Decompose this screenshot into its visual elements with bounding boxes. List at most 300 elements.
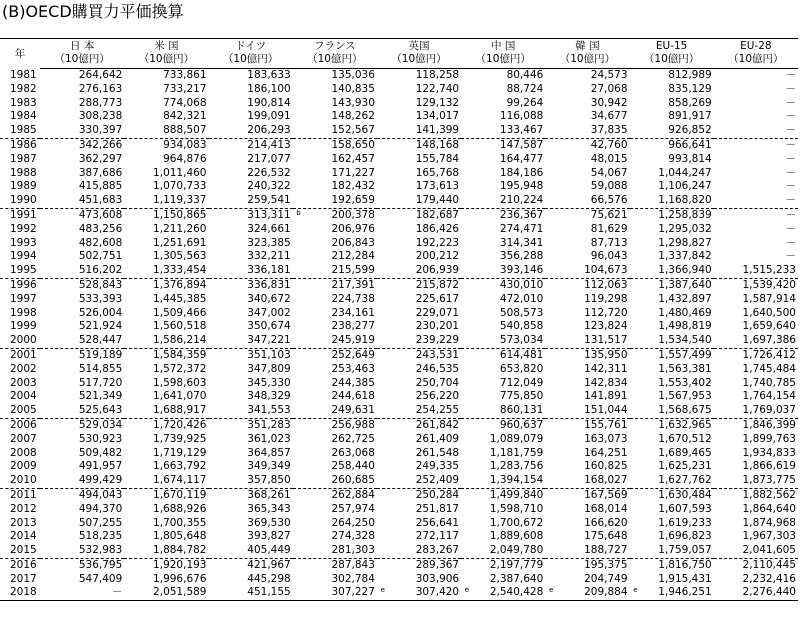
value-text: － [111,586,123,599]
year-header: 年 [0,39,40,69]
value-cell [545,97,629,111]
value-cell [714,488,798,502]
year-cell: 2015 [0,544,40,558]
value-text: 289,367 [415,558,460,571]
column-unit: （10億円） [209,53,293,69]
value-text: 183,633 [247,69,291,81]
value-cell [461,363,545,377]
value-cell [630,194,714,208]
value-text: 215,599 [331,264,375,277]
value-text: 993,814 [668,152,712,165]
value-text: 135,950 [584,348,628,361]
value-text: 80,446 [506,69,544,81]
value-cell [124,293,208,307]
value-text: 307,227 [331,586,375,599]
value-cell [209,194,293,208]
value-cell [545,544,629,558]
value-cell [40,293,124,307]
value-cell [209,447,293,461]
value-text: 323,385 [247,236,291,249]
value-text: 264,642 [78,69,123,81]
value-text: 1,607,593 [658,502,712,515]
value-text: 141,399 [415,124,460,137]
value-cell [40,517,124,531]
value-cell [377,293,461,307]
table-row [0,530,798,544]
value-text: 184,186 [499,166,544,179]
value-cell [293,180,377,194]
value-text: 281,303 [331,544,375,557]
value-text: 1,394,154 [489,474,544,487]
value-text: － [785,194,796,207]
value-cell [545,208,629,222]
value-text: 1,258,839 [658,208,712,221]
table-row [0,544,798,558]
value-text: 141,891 [584,390,628,403]
value-cell [40,404,124,418]
value-cell [630,460,714,474]
year-cell: 2002 [10,362,37,375]
value-text: 530,923 [78,432,123,445]
column-unit: （10億円） [545,53,629,69]
value-text: 356,288 [499,250,544,263]
value-cell [293,586,385,600]
table-row [0,488,798,502]
value-cell [209,530,293,544]
value-cell [461,558,545,572]
value-text: 239,229 [415,334,460,347]
column-header: 韓 国 [545,39,629,54]
value-text: 1,720,426 [153,418,207,431]
value-cell [461,138,545,152]
value-text: 118,258 [415,69,460,81]
value-cell [40,544,124,558]
year-cell: 1992 [10,222,37,235]
value-cell [40,97,124,111]
value-text: 1,586,214 [153,334,207,347]
value-text: 341,553 [247,404,291,417]
value-text: 842,321 [163,110,207,123]
value-cell [293,69,377,83]
value-cell [545,418,629,432]
value-text: 1,882,562 [742,488,796,501]
value-text: 532,983 [78,544,123,557]
value-text: 508,573 [499,306,544,319]
value-text: 528,447 [78,334,123,347]
value-text: 361,023 [247,432,291,445]
value-cell [461,110,545,124]
value-text: 1,920,193 [153,558,207,571]
value-cell [630,517,714,531]
value-cell [40,334,124,348]
value-cell [545,307,629,321]
year-cell: 1996 [10,278,37,291]
value-text: 186,426 [415,222,460,235]
value-cell [124,237,208,251]
value-cell [377,180,461,194]
column-header: フランス [293,39,377,54]
value-cell [209,180,293,194]
value-cell [40,586,124,600]
value-cell [209,573,293,587]
table-row [0,223,798,237]
value-text: 264,250 [331,516,375,529]
table-body [0,69,798,601]
value-cell [630,293,714,307]
value-text: 521,349 [78,390,123,403]
value-text: 164,477 [499,152,544,165]
value-cell [377,418,461,432]
value-text: 1,598,603 [153,376,207,389]
value-cell [377,307,461,321]
value-text: 362,297 [78,152,123,165]
value-text: 1,663,792 [153,460,207,473]
value-cell [545,390,629,404]
value-text: 349,349 [247,460,291,473]
value-text: 1,598,710 [489,502,544,515]
value-text: 246,535 [415,362,460,375]
value-text: 2,049,780 [489,544,544,557]
value-cell [714,167,798,181]
value-cell [630,488,714,502]
value-cell [40,208,124,222]
value-text: 212,284 [331,250,375,263]
value-text: 351,103 [247,348,291,361]
year-cell: 1994 [10,250,37,263]
year-cell: 1982 [10,82,37,95]
value-text: 81,629 [590,222,628,235]
value-text: 261,409 [415,432,460,445]
value-cell [630,167,714,181]
value-text: 142,311 [584,362,628,375]
table-row [0,307,798,321]
value-cell [545,223,629,237]
value-text: 274,471 [499,222,544,235]
value-cell [124,488,208,502]
value-text: 1,874,968 [742,516,796,529]
value-cell [40,278,124,292]
value-cell [124,320,208,334]
value-text: 573,034 [499,334,544,347]
value-text: 1,866,619 [742,460,796,473]
value-text: 472,010 [499,292,544,305]
value-cell [377,153,461,167]
value-text: 350,674 [247,320,291,333]
table-row [0,433,798,447]
value-text: 199,091 [247,110,291,123]
value-cell [377,167,461,181]
value-cell [40,488,124,502]
value-cell [124,558,208,572]
value-cell [545,573,629,587]
value-cell [630,377,714,391]
value-text: 509,482 [78,446,123,459]
value-cell [124,307,208,321]
value-cell [630,320,714,334]
value-text: 1,769,037 [742,404,796,417]
value-text: 540,858 [499,320,544,333]
value-text: 104,673 [584,264,628,277]
value-text: 368,261 [247,488,291,501]
value-cell [630,544,714,558]
year-cell: 1997 [10,292,37,305]
table-row [0,447,798,461]
value-text: － [785,138,796,151]
value-cell [714,307,798,321]
value-text: 514,855 [78,362,123,375]
value-text: 1,515,233 [742,264,796,277]
value-text: 516,202 [78,264,123,277]
value-text: 1,739,925 [153,432,207,445]
year-cell: 1985 [0,124,40,138]
value-cell [461,377,545,391]
table-row [0,334,798,348]
table-row [0,517,798,531]
year-cell: 2013 [10,516,37,529]
column-unit: （10億円） [714,53,798,69]
value-text: 1,295,032 [658,222,712,235]
value-cell [209,307,293,321]
value-cell [293,237,377,251]
value-text: 1,337,842 [658,250,712,263]
value-cell [461,488,545,502]
value-text: 1,745,484 [742,362,796,375]
value-cell [293,334,377,348]
value-cell [545,180,629,194]
value-text: 204,749 [584,572,628,585]
value-cell [714,447,798,461]
value-text: 517,720 [78,376,123,389]
value-cell [40,110,124,124]
value-cell [461,69,545,83]
value-text: 75,621 [590,208,628,221]
value-text: 24,573 [590,69,628,81]
value-text: 1,688,926 [153,502,207,515]
value-cell [630,530,714,544]
value-text: 112,720 [584,306,628,319]
value-text: 186,100 [247,82,291,95]
value-text: 351,283 [247,418,291,431]
value-text: 1,557,499 [658,348,712,361]
table-row [0,293,798,307]
value-text: 1,700,672 [489,516,544,529]
ppp-table [0,38,798,601]
value-cell [209,320,293,334]
value-text: 96,043 [590,250,628,263]
table-row [0,390,798,404]
table-row [0,377,798,391]
year-cell: 2009 [10,460,37,473]
value-text: 347,002 [247,306,291,319]
table-row [0,153,798,167]
value-text: 162,457 [331,152,375,165]
value-cell [630,237,714,251]
value-text: 274,328 [331,530,375,543]
value-text: 256,641 [415,516,460,529]
value-text: 252,409 [415,474,460,487]
value-text: 1,539,420 [742,278,796,291]
value-text: 30,942 [590,96,628,109]
value-cell [545,110,629,124]
value-cell [124,278,208,292]
value-text: 1,946,251 [658,586,712,599]
year-cell: 2011 [10,488,37,501]
value-cell [461,573,545,587]
value-cell [209,474,293,488]
value-text: 926,852 [668,124,712,137]
value-text: 134,017 [415,110,460,123]
value-text: 160,825 [584,460,628,473]
value-text: 712,049 [499,376,544,389]
value-text: 190,814 [247,96,291,109]
value-cell [714,404,798,418]
value-cell [40,460,124,474]
value-text: 1,915,431 [658,572,712,585]
value-text: 234,161 [331,306,375,319]
value-cell [714,363,798,377]
year-cell: 2007 [10,432,37,445]
value-text: 733,217 [163,82,207,95]
value-cell [630,404,714,418]
value-cell [461,293,545,307]
table-row [0,167,798,181]
value-cell [461,418,545,432]
value-cell [293,250,377,264]
value-cell [293,264,377,278]
value-text: 27,068 [590,82,628,95]
value-text: 364,857 [247,446,291,459]
value-text: 152,567 [331,124,375,137]
value-text: － [785,69,796,81]
value-text: 182,432 [331,180,375,193]
value-text: 934,083 [163,138,207,151]
value-text: 1,670,119 [153,488,207,501]
value-cell [630,447,714,461]
value-text: 209,884 [584,586,628,599]
value-text: 2,110,445 [742,558,796,571]
column-unit: （10億円） [630,53,714,69]
value-cell [545,264,629,278]
value-text: 59,088 [590,180,628,193]
value-cell [377,544,461,558]
value-cell [293,517,377,531]
value-cell [124,167,208,181]
value-text: 302,784 [331,572,375,585]
value-text: 494,043 [78,488,123,501]
value-text: 1,498,819 [658,320,712,333]
value-text: 258,440 [331,460,375,473]
value-text: 347,221 [247,334,291,347]
value-text: 287,843 [331,558,375,571]
value-text: 1,884,782 [153,544,207,557]
year-cell: 1981 [10,68,37,81]
value-cell [714,573,798,587]
year-cell: 1989 [10,180,37,193]
column-unit: （10億円） [377,53,461,69]
value-cell [40,180,124,194]
column-unit: （10億円） [124,53,208,69]
value-text: 123,824 [584,320,628,333]
value-cell [293,418,377,432]
value-cell [545,83,629,97]
value-text: 244,385 [331,376,375,389]
value-cell [40,348,124,362]
value-text: 206,293 [247,124,291,137]
value-cell [40,194,124,208]
value-cell [124,138,208,152]
value-cell [377,503,461,517]
value-cell [293,223,377,237]
value-text: 451,683 [78,194,123,207]
value-cell [545,447,629,461]
value-text: 518,235 [78,530,123,543]
value-cell [630,69,714,83]
value-text: 1,619,233 [658,516,712,529]
value-cell [40,83,124,97]
value-cell [209,517,293,531]
value-text: 171,227 [331,166,375,179]
year-cell: 2005 [0,404,40,418]
value-text: 283,267 [415,544,460,557]
value-cell [209,433,293,447]
value-cell [124,153,208,167]
value-cell [714,180,798,194]
value-cell [209,544,293,558]
value-cell [545,293,629,307]
value-text: 1,298,827 [658,236,712,249]
value-cell [545,69,629,83]
value-text: 1,560,518 [153,320,207,333]
value-cell [40,237,124,251]
value-text: 1,764,154 [742,390,796,403]
table-row [0,460,798,474]
value-text: 206,843 [331,236,375,249]
value-text: 1,567,953 [658,390,712,403]
year-cell: 2000 [0,334,40,348]
value-text: 1,670,512 [658,432,712,445]
value-cell [545,488,629,502]
value-cell [209,293,293,307]
value-text: 210,224 [499,194,544,207]
value-text: 1,899,763 [742,432,796,445]
value-cell [377,530,461,544]
value-cell [461,124,545,138]
value-cell [377,460,461,474]
value-text: 1,584,359 [153,348,207,361]
value-cell [630,474,714,488]
value-text: 2,051,589 [153,586,207,599]
value-cell [293,404,377,418]
value-text: 860,131 [499,404,544,417]
table-row [0,404,798,418]
value-text: 1,873,775 [742,474,796,487]
column-header: 英国 [377,39,461,54]
value-text: 1,283,756 [489,460,544,473]
value-text: － [785,180,796,193]
value-cell [209,363,293,377]
value-cell [461,237,545,251]
value-cell [293,307,377,321]
value-text: 250,284 [415,488,460,501]
value-cell [124,404,208,418]
value-cell [40,503,124,517]
value-cell [209,208,301,222]
value-text: 536,795 [78,558,123,571]
value-cell [461,334,545,348]
value-cell [545,237,629,251]
value-cell [545,124,629,138]
value-text: － [785,166,796,179]
